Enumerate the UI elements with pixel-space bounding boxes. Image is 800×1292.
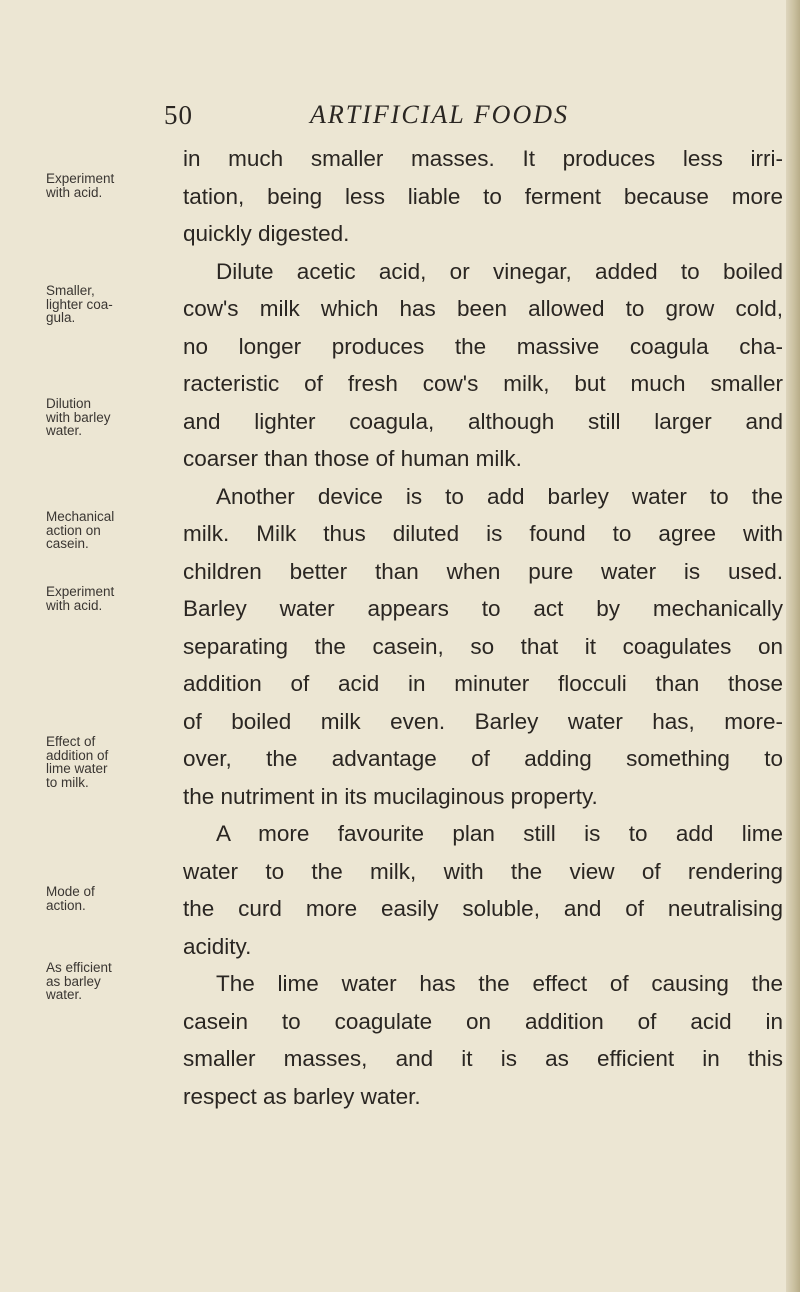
margin-note-line: Experiment [46, 584, 115, 599]
running-title: ARTIFICIAL FOODS [310, 100, 570, 129]
margin-note-line: lime water [46, 761, 108, 776]
text-line: casein to coagulate on addition of acid in [183, 1008, 783, 1034]
page-header [0, 100, 800, 140]
text-line: A more favourite plan still is to add lime [216, 821, 783, 846]
margin-note-as-efficient [46, 961, 154, 1002]
margin-note-line: Mechanical [46, 509, 115, 524]
margin-note-dilution [46, 397, 154, 438]
margin-note-line: Smaller, [46, 283, 95, 298]
margin-note-line: action. [46, 897, 86, 913]
margin-note-line: with acid. [46, 184, 103, 200]
margin-note-lime-water-effect [46, 735, 154, 789]
margin-note-mechanical-action [46, 510, 154, 551]
text-line: addition of acid in minuter flocculi than those [183, 671, 783, 696]
margin-note-line: as barley [46, 973, 101, 989]
text-line: coarser than those of human milk. [183, 446, 522, 471]
text-line: Dilute acetic acid, or vinegar, added to boiled [216, 258, 783, 284]
margin-note-line: action on [46, 522, 101, 538]
text-line: in much smaller masses. It produces less irri- [183, 146, 783, 171]
margin-note-line: Mode of [46, 884, 95, 899]
margin-note-line: Dilution [46, 396, 92, 411]
text-line: cow's milk which has been allowed to grow cold, [183, 296, 783, 321]
text-line: no longer produces the massive coagula cha- [183, 333, 783, 359]
text-line: and lighter coagula, although still larger and [183, 408, 783, 434]
margin-note-smaller-coagula [46, 284, 154, 325]
text-line: Barley water appears to act by mechanically [183, 596, 783, 621]
margin-note-line: water. [46, 423, 83, 438]
margin-note-line: As efficient [46, 960, 112, 975]
margin-note-line: with barley [46, 409, 111, 425]
margin-note-experiment-with-acid-2 [46, 585, 154, 612]
text-line: The lime water has the effect of causing the [216, 971, 783, 996]
margin-note-line: Experiment [46, 171, 115, 186]
text-line: children better than when pure water is used. [183, 558, 783, 584]
text-line: milk. Milk thus diluted is found to agree with [183, 521, 783, 546]
text-line: of boiled milk even. Barley water has, more- [183, 708, 783, 734]
body-text [183, 140, 783, 1115]
text-line: tation, being less liable to ferment because more [183, 183, 783, 209]
margin-note-line: with acid. [46, 597, 103, 613]
text-line: water to the milk, with the view of rendering [183, 858, 783, 884]
text-line: Another device is to add barley water to the [216, 483, 783, 509]
text-line: quickly digested. [183, 221, 350, 246]
text-line: acidity. [183, 933, 252, 959]
margin-note-experiment-with-acid [46, 172, 154, 199]
text-line: smaller masses, and it is as efficient in this [183, 1046, 783, 1071]
margin-note-line: addition of [46, 747, 109, 763]
page-number: 50 [164, 100, 193, 130]
margin-note-line: to milk. [46, 774, 89, 790]
text-line: the nutriment in its mucilaginous property. [183, 783, 598, 809]
text-line: over, the advantage of adding something to [183, 746, 783, 771]
margin-note-line: lighter coa- [46, 296, 113, 312]
margin-note-line: Effect of [46, 734, 96, 749]
page-edge [786, 0, 800, 1292]
margin-note-line: water. [46, 987, 83, 1002]
text-line: the curd more easily soluble, and of neutralising [183, 896, 783, 921]
text-line: respect as barley water. [183, 1083, 421, 1109]
text-line: racteristic of fresh cow's milk, but much smaller [183, 371, 783, 396]
margin-note-mode-of-action [46, 885, 154, 912]
margin-note-line: casein. [46, 536, 89, 551]
text-line: separating the casein, so that it coagulates on [183, 633, 783, 659]
margin-note-line: gula. [46, 310, 76, 325]
